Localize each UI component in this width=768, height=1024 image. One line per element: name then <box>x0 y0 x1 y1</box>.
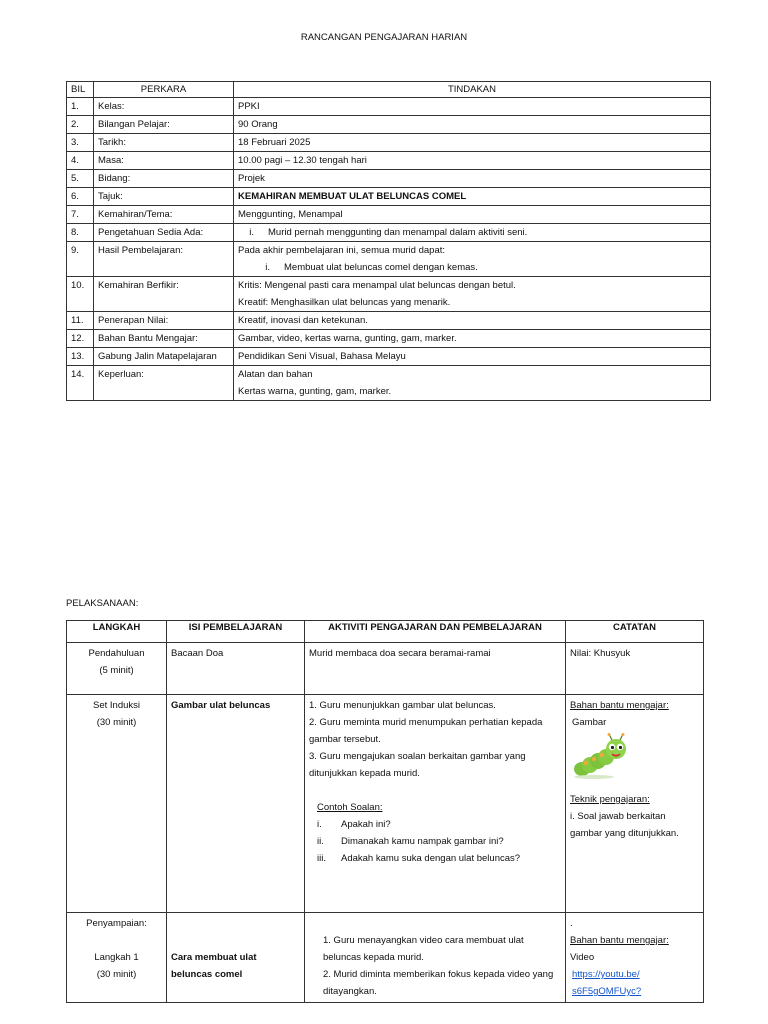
tindakan-line: 18 Februari 2025 <box>238 137 311 148</box>
soalan-item: ii. Dimanakah kamu nampak gambar ini? <box>317 836 504 847</box>
soalan-item: iii. Adakah kamu suka dengan ulat beluncas? <box>317 853 521 864</box>
tindakan-line: Pendidikan Seni Visual, Bahasa Melayu <box>238 351 406 362</box>
catatan-cell <box>566 695 704 913</box>
perkara-cell: Masa: <box>94 152 234 170</box>
row-penyampaian <box>67 913 704 1003</box>
rph-row <box>67 348 711 366</box>
perkara-cell: Bidang: <box>94 170 234 188</box>
header-aktiviti: AKTIVITI PENGAJARAN DAN PEMBELAJARAN <box>305 621 566 643</box>
perkara-cell: Keperluan: <box>94 366 234 401</box>
isi-cell: Gambar ulat beluncas <box>167 695 305 913</box>
aktiviti-step: 3. Guru mengajukan soalan berkaitan gambar yang ditunjukkan kepada murid. <box>309 751 526 779</box>
perkara-cell: Pengetahuan Sedia Ada: <box>94 224 234 242</box>
langkah-name: Set Induksi <box>93 700 140 711</box>
aktiviti-step: 2. Murid diminta memberikan fokus kepada video yang ditayangkan. <box>323 969 554 997</box>
tindakan-cell <box>234 152 711 170</box>
header-catatan: CATATAN <box>566 621 704 643</box>
rph-row <box>67 330 711 348</box>
aktiviti-step: 1. Guru menayangkan video cara membuat ulat beluncas kepada murid. <box>323 935 524 963</box>
perkara-cell: Gabung Jalin Matapelajaran <box>94 348 234 366</box>
document-title: RANCANGAN PENGAJARAN HARIAN <box>300 32 468 43</box>
perkara-cell: Bahan Bantu Mengajar: <box>94 330 234 348</box>
bbm-label: Bahan bantu mengajar: <box>570 700 669 711</box>
rph-table <box>66 81 711 401</box>
langkah-time: (30 minit) <box>96 969 137 980</box>
caterpillar-icon <box>572 733 628 781</box>
aktiviti-step: 2. Guru meminta murid menumpukan perhatian kepada gambar tersebut. <box>309 717 543 745</box>
rph-row <box>67 277 711 312</box>
tindakan-item: i. Membuat ulat beluncas comel dengan kemas. <box>265 262 478 273</box>
aktiviti-cell <box>305 913 566 1003</box>
row-pendahuluan <box>67 643 704 695</box>
tindakan-cell <box>234 224 711 242</box>
catatan-cell: Nilai: Khusyuk <box>566 643 704 695</box>
tindakan-line: PPKI <box>238 101 260 112</box>
tindakan-line: Kreatif: Menghasilkan ulat beluncas yang menarik. <box>238 297 451 308</box>
tindakan-cell <box>234 170 711 188</box>
tindakan-line: Gambar, video, kertas warna, gunting, gam, marker. <box>238 333 457 344</box>
tindakan-line: Pada akhir pembelajaran ini, semua murid dapat: <box>238 245 446 256</box>
tindakan-cell <box>234 188 711 206</box>
rph-row <box>67 224 711 242</box>
rph-header-row <box>67 82 711 98</box>
rph-row <box>67 152 711 170</box>
perkara-cell: Kemahiran Berfikir: <box>94 277 234 312</box>
header-tindakan: TINDAKAN <box>234 82 711 98</box>
rph-row <box>67 170 711 188</box>
contoh-soalan-label: Contoh Soalan: <box>317 802 383 813</box>
bil-cell: 14. <box>67 366 94 401</box>
caterpillar-image <box>570 731 699 791</box>
bil-cell: 4. <box>67 152 94 170</box>
langkah-name: Penyampaian: <box>86 918 147 929</box>
langkah-cell <box>67 913 167 1003</box>
tindakan-line: Projek <box>238 173 265 184</box>
header-langkah: LANGKAH <box>67 621 167 643</box>
rph-row <box>67 312 711 330</box>
bil-cell: 6. <box>67 188 94 206</box>
langkah-name: Pendahuluan <box>88 648 145 659</box>
catatan-cell <box>566 913 704 1003</box>
perkara-cell: Bilangan Pelajar: <box>94 116 234 134</box>
tindakan-cell <box>234 277 711 312</box>
rph-row <box>67 242 711 277</box>
aktiviti-cell <box>305 695 566 913</box>
perkara-cell: Penerapan Nilai: <box>94 312 234 330</box>
teknik-value: i. Soal jawab berkaitan gambar yang ditunjukkan. <box>570 811 679 839</box>
tindakan-line: 90 Orang <box>238 119 278 130</box>
isi-cell <box>167 913 305 1003</box>
tindakan-line: Menggunting, Menampal <box>238 209 343 220</box>
langkah-time: (30 minit) <box>96 717 137 728</box>
bil-cell: 3. <box>67 134 94 152</box>
tindakan-cell <box>234 98 711 116</box>
perkara-cell: Tajuk: <box>94 188 234 206</box>
bil-cell: 13. <box>67 348 94 366</box>
tindakan-cell <box>234 242 711 277</box>
perkara-cell: Kelas: <box>94 98 234 116</box>
isi-cell: Bacaan Doa <box>167 643 305 695</box>
video-link[interactable]: https://youtu.be/ s6F5gOMFUyc? <box>572 969 642 997</box>
rph-row <box>67 188 711 206</box>
tindakan-line: Alatan dan bahan <box>238 369 313 380</box>
tindakan-line: KEMAHIRAN MEMBUAT ULAT BELUNCAS COMEL <box>238 191 467 202</box>
langkah-step: Langkah 1 <box>94 952 139 963</box>
bil-cell: 1. <box>67 98 94 116</box>
langkah-cell <box>67 695 167 913</box>
perkara-cell: Kemahiran/Tema: <box>94 206 234 224</box>
tindakan-cell <box>234 330 711 348</box>
row-set-induksi <box>67 695 704 913</box>
header-isi: ISI PEMBELAJARAN <box>167 621 305 643</box>
bil-cell: 12. <box>67 330 94 348</box>
perkara-cell: Hasil Pembelajaran: <box>94 242 234 277</box>
bbm-value: Video <box>570 952 595 963</box>
bil-cell: 7. <box>67 206 94 224</box>
tindakan-item: i. Murid pernah menggunting dan menampal dalam aktiviti seni. <box>249 227 528 238</box>
aktiviti-cell: Murid membaca doa secara beramai-ramai <box>305 643 566 695</box>
rph-row <box>67 98 711 116</box>
tindakan-line: Kreatif, inovasi dan ketekunan. <box>238 315 368 326</box>
bil-cell: 8. <box>67 224 94 242</box>
langkah-cell <box>67 643 167 695</box>
aktiviti-step: 1. Guru menunjukkan gambar ulat beluncas. <box>309 700 496 711</box>
langkah-time: (5 minit) <box>99 665 134 676</box>
tindakan-cell <box>234 134 711 152</box>
bil-cell: 10. <box>67 277 94 312</box>
tindakan-line: Kritis: Mengenal pasti cara menampal ulat beluncas dengan betul. <box>238 280 516 291</box>
bbm-label: Bahan bantu mengajar: <box>570 935 669 946</box>
soalan-item: i. Apakah ini? <box>317 819 391 830</box>
perkara-cell: Tarikh: <box>94 134 234 152</box>
catatan-dot: . <box>570 918 573 929</box>
isi-text: Cara membuat ulat beluncas comel <box>171 952 257 980</box>
teknik-label: Teknik pengajaran: <box>570 794 650 805</box>
bil-cell: 9. <box>67 242 94 277</box>
tindakan-cell <box>234 366 711 401</box>
bil-cell: 11. <box>67 312 94 330</box>
header-perkara: PERKARA <box>94 82 234 98</box>
tindakan-line: 10.00 pagi – 12.30 tengah hari <box>238 155 367 166</box>
header-bil: BIL <box>67 82 94 98</box>
pelaksanaan-header-row <box>67 621 704 643</box>
bil-cell: 2. <box>67 116 94 134</box>
bil-cell: 5. <box>67 170 94 188</box>
rph-row <box>67 206 711 224</box>
rph-row <box>67 134 711 152</box>
rph-row <box>67 116 711 134</box>
tindakan-cell <box>234 116 711 134</box>
soalan-list <box>309 816 561 867</box>
pelaksanaan-label: PELAKSANAAN: <box>66 598 139 609</box>
tindakan-line: Kertas warna, gunting, gam, marker. <box>238 386 392 397</box>
tindakan-cell <box>234 206 711 224</box>
tindakan-cell <box>234 312 711 330</box>
pelaksanaan-table <box>66 620 704 1003</box>
bbm-value: Gambar <box>572 717 607 728</box>
rph-row <box>67 366 711 401</box>
tindakan-cell <box>234 348 711 366</box>
